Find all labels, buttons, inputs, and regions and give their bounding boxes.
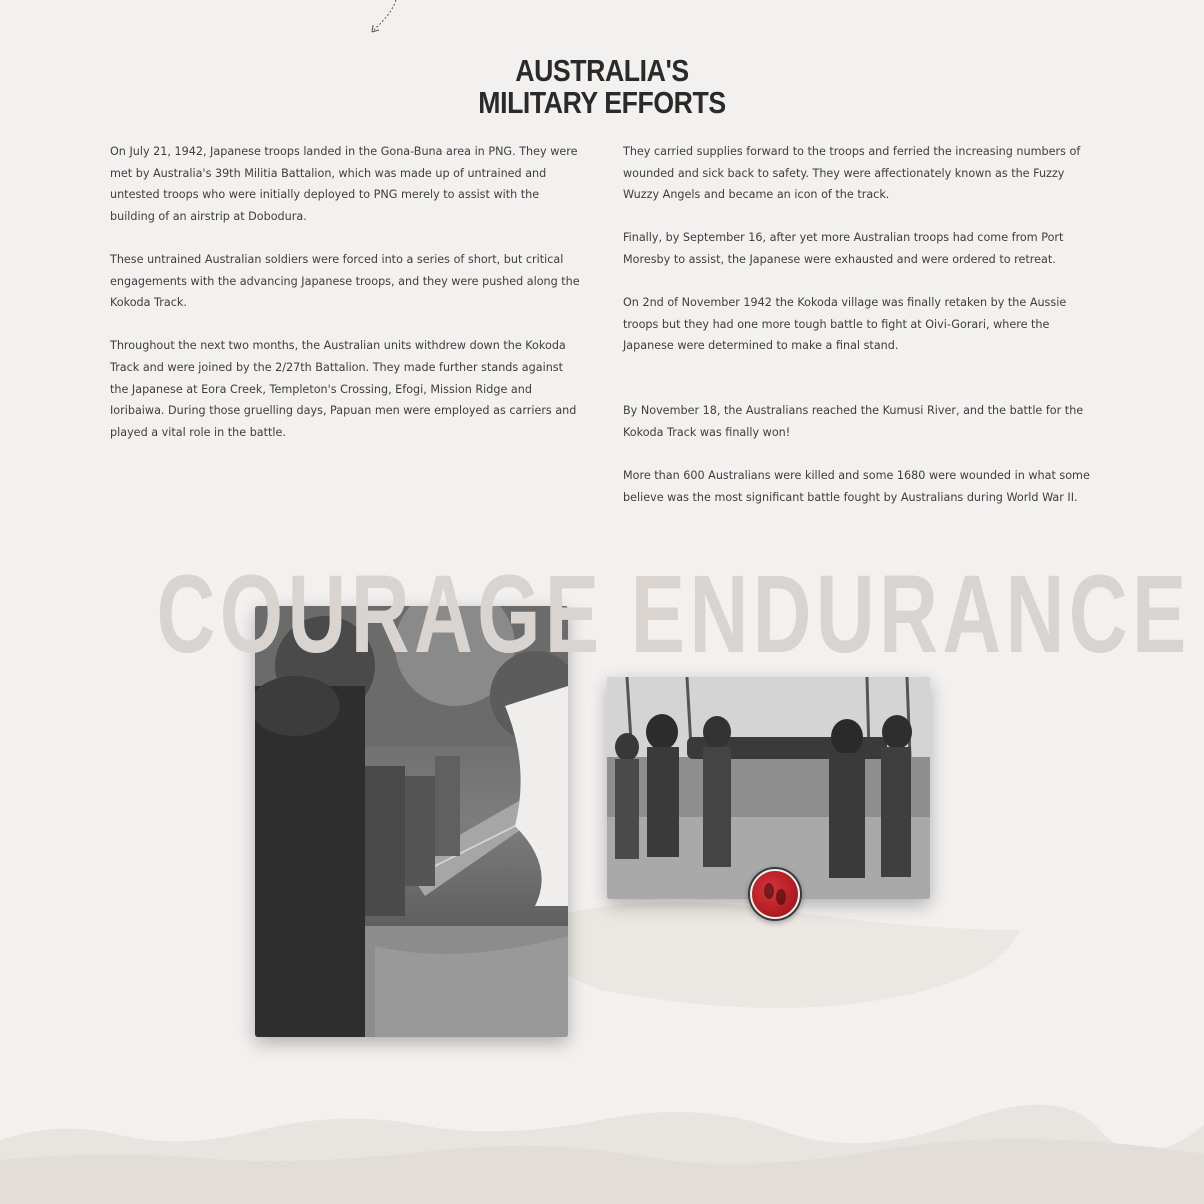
section-title <box>84 52 1119 120</box>
paragraph: More than 600 Australians were killed and some 1680 were wounded in what some believe was the most significant battle fought by Australians during World War II. <box>623 468 1090 504</box>
courage-endurance-banner: COURAGE ENDURANCE <box>156 553 1191 676</box>
paragraph: By November 18, the Australians reached the Kumusi River, and the battle for the Kokoda Track was finally won! <box>623 404 1084 439</box>
paragraph: On July 21, 1942, Japanese troops landed in the Gona-Buna area in PNG. They were met by Australia's 39th Militia Battalion, which was made up of untrained and untested troops who were initially deployed to PNG merely to assist with the building of an airstrip at Dobodura. <box>110 145 578 223</box>
dashed-arrow-icon <box>362 0 402 36</box>
paragraph: These untrained Australian soldiers were forced into a series of short, but critical engagements with the advancing Japanese troops, and they were pushed along the Kokoda Track. <box>110 252 580 310</box>
footprints-badge-icon <box>748 867 802 921</box>
left-text-column <box>110 141 580 465</box>
paragraph: Throughout the next two months, the Australian units withdrew down the Kokoda Track and were joined by the 2/27th Battalion. They made further stands against the Japanese at Eora Creek, Templeton's Crossing, Efogi, Mission Ridge and Ioribaiwa. During those gruelling days, Papuan men were employed as carriers and played a vital role in the battle. <box>110 339 577 439</box>
paragraph: They carried supplies forward to the troops and ferried the increasing numbers of wounded and sick back to safety. They were affectionately known as the Fuzzy Wuzzy Angels and became an icon of the track. <box>623 145 1081 202</box>
brush-footer-texture <box>0 1080 1204 1204</box>
badge-inner <box>750 869 800 919</box>
fuzzy-wuzzy-angels-photo <box>607 677 930 899</box>
title-line-1: AUSTRALIA'S <box>515 52 689 88</box>
paragraph: On 2nd of November 1942 the Kokoda village was finally retaken by the Aussie troops but they had one more tough battle to fight at Oivi-Gorari, where the Japanese were determined to make a final stand. <box>623 296 1067 353</box>
right-text-column <box>623 141 1093 530</box>
title-line-2: MILITARY EFFORTS <box>478 84 726 120</box>
paragraph: Finally, by September 16, after yet more Australian troops had come from Port Moresby to assist, the Japanese were exhausted and were ordered to retreat. <box>623 231 1064 266</box>
